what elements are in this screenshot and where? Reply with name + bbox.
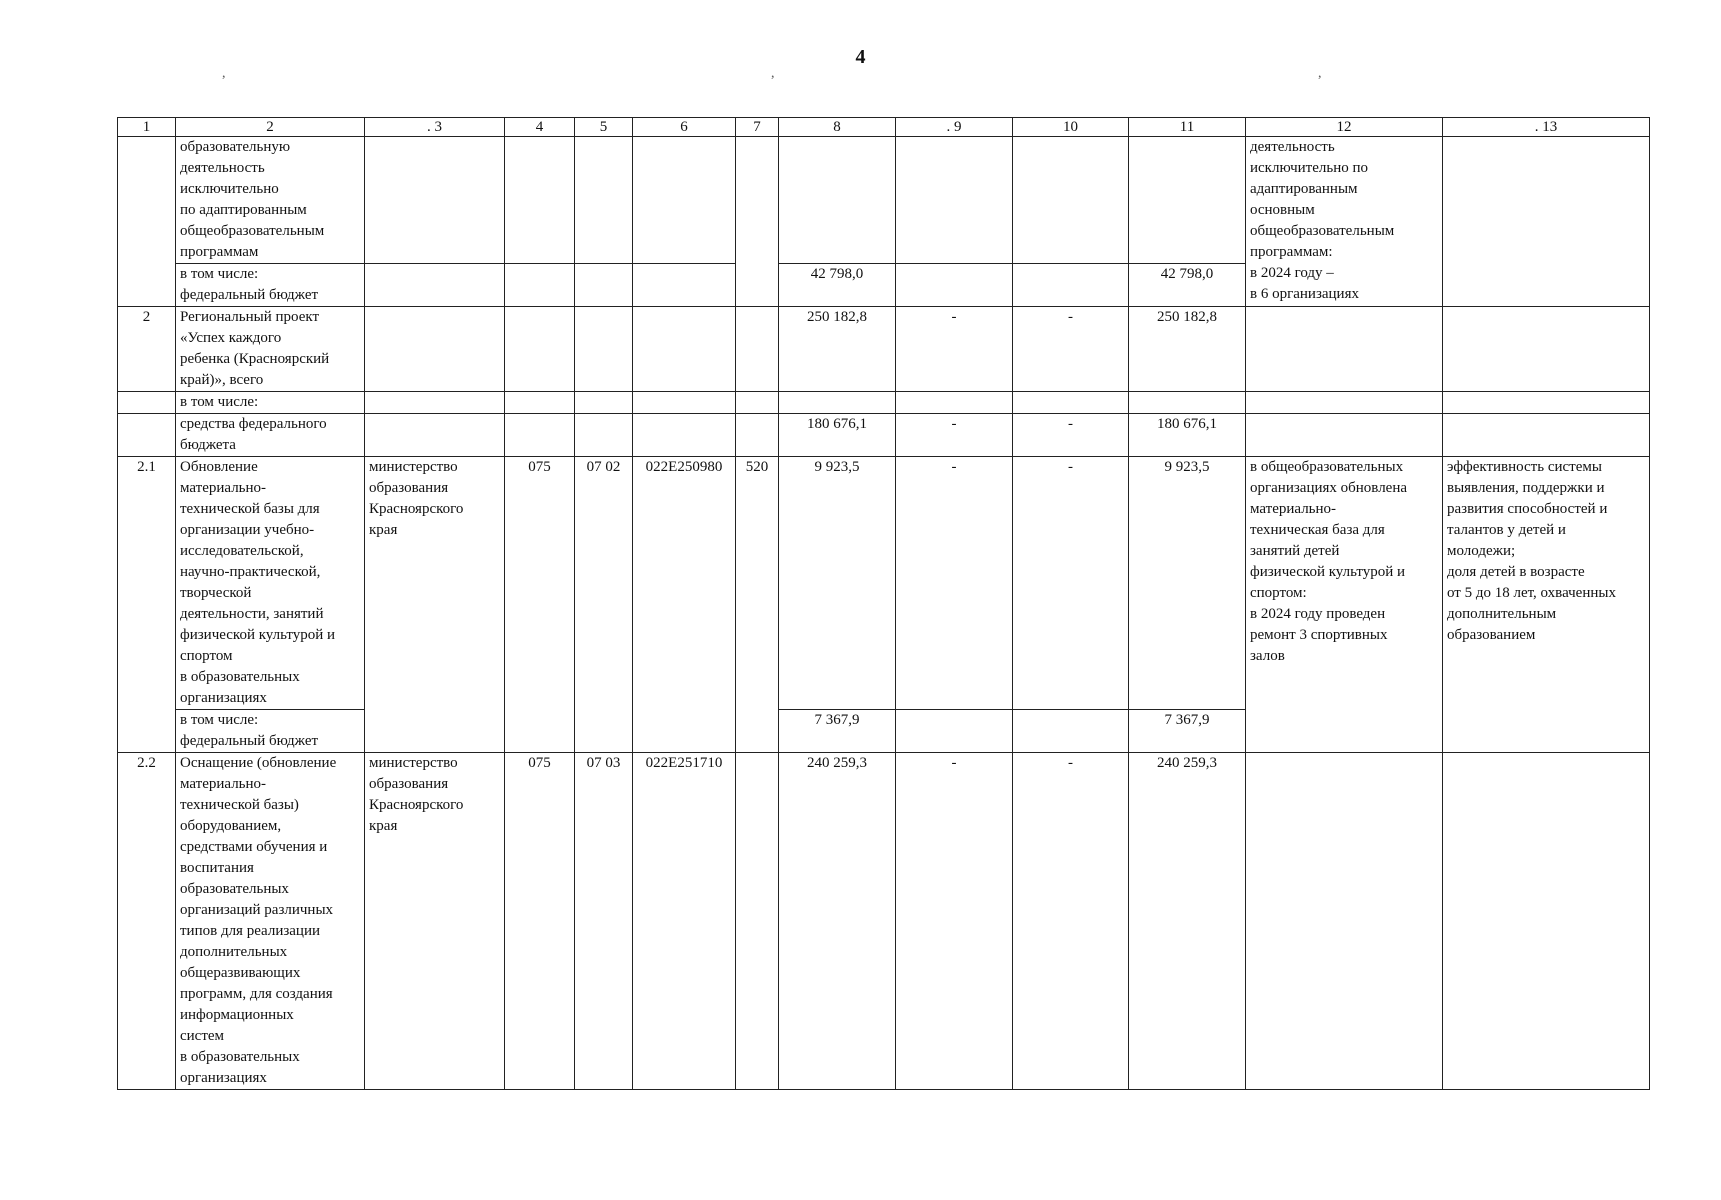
cell-c10: - [1013,307,1129,392]
col-header: 4 [505,118,575,137]
scan-artifact: , [1318,66,1322,81]
col-header: 7 [736,118,779,137]
cell-vr [736,414,779,457]
cell-c8: 180 676,1 [779,414,896,457]
cell-c11 [1129,392,1246,414]
cell-num: 2 [118,307,176,392]
cell-c11: 240 259,3 [1129,753,1246,1090]
cell-c9 [896,137,1013,264]
cell-executor [365,307,505,392]
cell-vr [736,753,779,1090]
cell-num: 2.2 [118,753,176,1090]
cell-c8: 250 182,8 [779,307,896,392]
col-header: 12 [1246,118,1443,137]
col-header: 6 [633,118,736,137]
cell-c10: - [1013,414,1129,457]
cell-section [575,307,633,392]
cell-result: в общеобразовательных организациях обновлена материально- техническая база для занятий детей физической культурой и спортом: в 2024 году проведен ремонт 3 спортивных залов [1246,457,1443,753]
cell-name: в том числе: [176,392,365,414]
header-row [118,118,1650,137]
cell-name: Региональный проект «Успех каждого ребенка (Красноярский край)», всего [176,307,365,392]
cell-executor [365,392,505,414]
cell-c9 [896,710,1013,753]
cell-target: 022Е250980 [633,457,736,753]
cell-num [118,392,176,414]
cell-c8: 42 798,0 [779,264,896,307]
cell-c9 [896,392,1013,414]
cell-c11: 180 676,1 [1129,414,1246,457]
cell-c10 [1013,710,1129,753]
cell-section [575,137,633,264]
cell-num [118,414,176,457]
cell-indicator [1443,307,1650,392]
cell-target [633,137,736,264]
cell-c10 [1013,137,1129,264]
cell-c8 [779,137,896,264]
cell-name: в том числе: федеральный бюджет [176,264,365,307]
cell-num [118,137,176,307]
cell-name: Оснащение (обновление материально- технической базы) оборудованием, средствами обучения и воспитания образовательных организаций различных типов для реализации дополнительных общеразвивающих программ, для создания информационных систем в образовательных организациях [176,753,365,1090]
cell-vr [736,137,779,307]
table-row [118,137,1650,264]
col-header: 1 [118,118,176,137]
cell-c11: 7 367,9 [1129,710,1246,753]
cell-c11 [1129,137,1246,264]
cell-grbs: 075 [505,753,575,1090]
cell-c11: 9 923,5 [1129,457,1246,710]
cell-name: в том числе: федеральный бюджет [176,710,365,753]
cell-vr: 520 [736,457,779,753]
cell-section: 07 02 [575,457,633,753]
cell-executor [365,414,505,457]
cell-section [575,414,633,457]
cell-c10: - [1013,457,1129,710]
col-header: 10 [1013,118,1129,137]
col-header: 11 [1129,118,1246,137]
cell-c9: - [896,457,1013,710]
cell-name: образовательную деятельность исключительно по адаптированным общеобразовательным программам [176,137,365,264]
cell-indicator [1443,137,1650,307]
cell-grbs [505,414,575,457]
cell-executor [365,137,505,264]
scan-artifact: , [771,66,775,81]
cell-indicator [1443,392,1650,414]
col-header: 5 [575,118,633,137]
table-row [118,753,1650,1090]
cell-name: средства федерального бюджета [176,414,365,457]
cell-section: 07 03 [575,753,633,1090]
cell-grbs [505,392,575,414]
budget-table [117,117,1650,1090]
cell-section [575,392,633,414]
cell-vr [736,392,779,414]
cell-executor: министерство образования Красноярского края [365,457,505,753]
cell-grbs [505,137,575,264]
col-header: . 13 [1443,118,1650,137]
cell-result [1246,414,1443,457]
cell-indicator [1443,753,1650,1090]
cell-target: 022Е251710 [633,753,736,1090]
cell-num: 2.1 [118,457,176,753]
cell-target [633,392,736,414]
col-header: 2 [176,118,365,137]
cell-c9: - [896,414,1013,457]
cell-target [633,264,736,307]
cell-c10 [1013,392,1129,414]
cell-c8: 9 923,5 [779,457,896,710]
cell-executor: министерство образования Красноярского края [365,753,505,1090]
table-row [118,457,1650,710]
cell-target [633,307,736,392]
cell-vr [736,307,779,392]
col-header: 8 [779,118,896,137]
cell-c8: 240 259,3 [779,753,896,1090]
cell-c10: - [1013,753,1129,1090]
cell-name: Обновление материально- технической базы для организации учебно- исследовательской, научно-практической, творческой деятельности, занятий физической культурой и спортом в образовательных организациях [176,457,365,710]
cell-result [1246,753,1443,1090]
cell-result [1246,307,1443,392]
cell-grbs [505,264,575,307]
cell-result: деятельность исключительно по адаптированным основным общеобразовательным программам: в 2024 году – в 6 организациях [1246,137,1443,307]
cell-c8: 7 367,9 [779,710,896,753]
scan-artifact: , [222,66,226,81]
cell-c11: 42 798,0 [1129,264,1246,307]
cell-c9: - [896,753,1013,1090]
table-row [118,392,1650,414]
cell-c9 [896,264,1013,307]
table-row [118,307,1650,392]
cell-grbs [505,307,575,392]
cell-c9: - [896,307,1013,392]
cell-c11: 250 182,8 [1129,307,1246,392]
col-header: . 3 [365,118,505,137]
cell-indicator: эффективность системы выявления, поддержки и развития способностей и талантов у детей и молодежи; доля детей в возрасте от 5 до 18 лет, охваченных дополнительным образованием [1443,457,1650,753]
cell-executor [365,264,505,307]
cell-c10 [1013,264,1129,307]
cell-target [633,414,736,457]
cell-c8 [779,392,896,414]
cell-indicator [1443,414,1650,457]
cell-result [1246,392,1443,414]
page-number: 4 [855,46,866,68]
table-row [118,414,1650,457]
cell-section [575,264,633,307]
col-header: . 9 [896,118,1013,137]
cell-grbs: 075 [505,457,575,753]
